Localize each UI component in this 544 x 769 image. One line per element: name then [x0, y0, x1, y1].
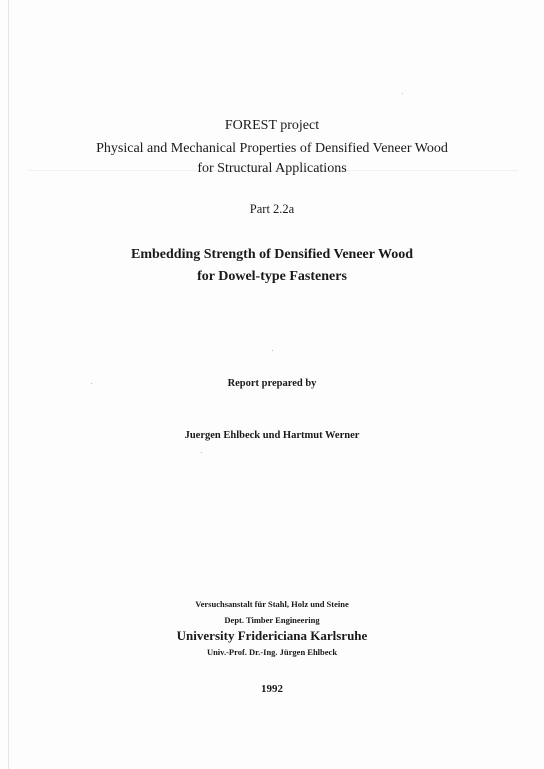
part-label: Part 2.2a [249, 202, 295, 216]
scan-speck [272, 350, 273, 351]
project-name: FOREST project [224, 118, 320, 133]
institution-line1: Versuchsanstalt für Stahl, Holz und Steine [195, 599, 349, 609]
institution-university: University Fridericiana Karlsruhe [176, 628, 368, 643]
publication-year: 1992 [261, 683, 283, 695]
document-title-line2: for Dowel-type Fasteners [197, 269, 347, 284]
report-authors: Juergen Ehlbeck und Hartmut Werner [184, 430, 360, 441]
scan-speck [91, 383, 92, 384]
project-subtitle-line1: Physical and Mechanical Properties of Densified Veneer Wood [96, 141, 448, 156]
scan-speck [201, 452, 202, 453]
scan-speck [402, 93, 403, 94]
document-title-line1: Embedding Strength of Densified Veneer Wood [131, 247, 413, 262]
project-subtitle-line2: for Structural Applications [197, 161, 347, 176]
institution-professor: Univ.-Prof. Dr.-Ing. Jürgen Ehlbeck [206, 647, 338, 657]
institution-line2: Dept. Timber Engineering [224, 615, 320, 625]
report-prepared-by: Report prepared by [227, 378, 317, 389]
